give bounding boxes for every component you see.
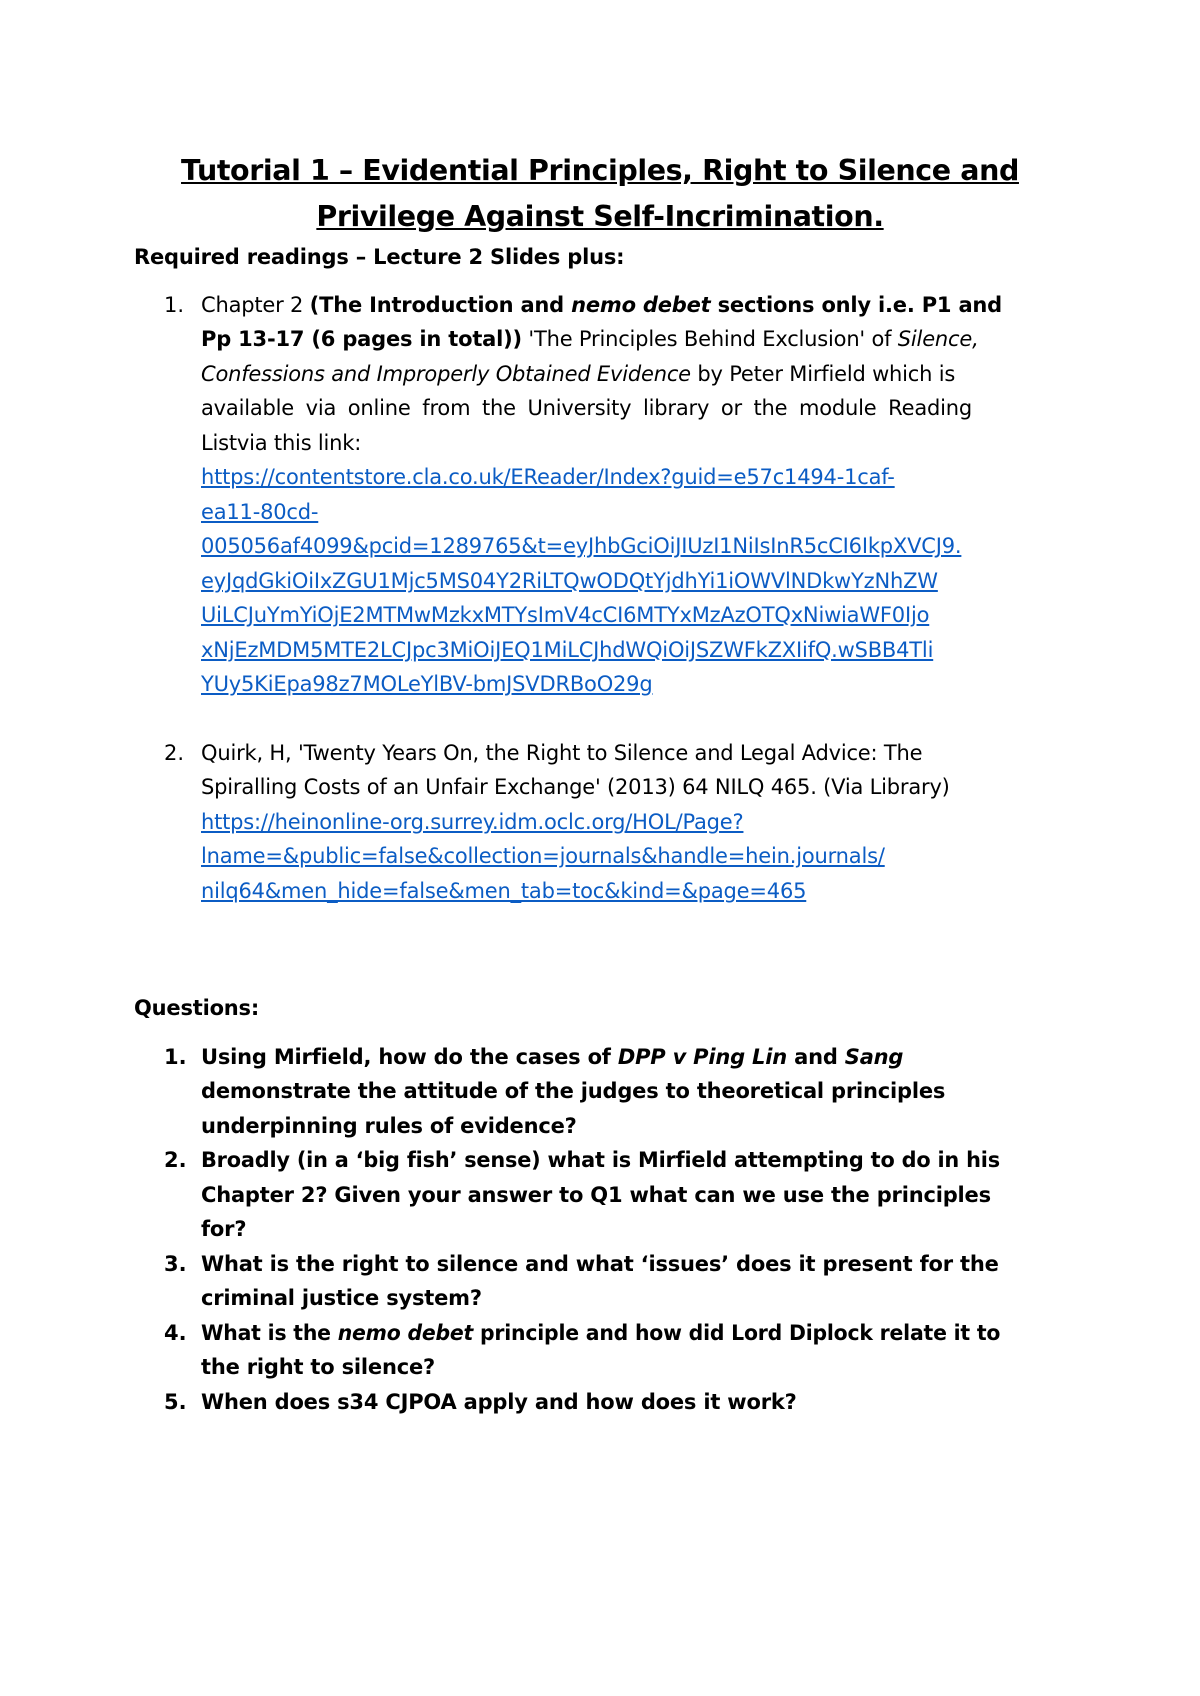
question-1-number: 1. — [164, 1045, 187, 1069]
reading-1-link-line-4[interactable]: eyJqdGkiOiIxZGU1Mjc5MS04Y2RiLTQwODQtYjdhYi1iOWVlNDkwYzNhZW — [201, 569, 938, 593]
question-2-number: 2. — [164, 1148, 187, 1172]
question-5-line-1: When does s34 CJPOA apply and how does it work? — [201, 1390, 797, 1414]
question-1-line-3: underpinning rules of evidence? — [201, 1114, 577, 1138]
reading-1-link-line-7[interactable]: YUy5KiEpa98z7MOLeYlBV-bmJSVDRBoO29g — [201, 672, 653, 696]
reading-2-link-line-1[interactable]: https://heinonline-org.surrey.idm.oclc.org/HOL/Page? — [201, 810, 744, 834]
title-line-2: Privilege Against Self-Incrimination. — [316, 200, 884, 233]
question-2-line-2: Chapter 2? Given your answer to Q1 what can we use the principles — [201, 1183, 991, 1207]
question-3-line-2: criminal justice system? — [201, 1286, 482, 1310]
reading-2-line-2: Spiralling Costs of an Unfair Exchange' (2013) 64 NILQ 465. (Via Library) — [201, 775, 950, 799]
reading-1-line-4: available via online from the University library or the module Reading — [201, 396, 972, 420]
reading-1-line-1: Chapter 2 (The Introduction and nemo debet sections only i.e. P1 and — [201, 293, 1002, 317]
reading-2-number: 2. — [164, 741, 185, 765]
question-4-line-2: the right to silence? — [201, 1355, 435, 1379]
question-4-number: 4. — [164, 1321, 187, 1345]
reading-2-link-line-3[interactable]: nilq64&men_hide=false&men_tab=toc&kind=&page=465 — [201, 879, 807, 903]
reading-2-line-1: Quirk, H, 'Twenty Years On, the Right to Silence and Legal Advice: The — [201, 741, 923, 765]
readings-heading: Required readings – Lecture 2 Slides plus: — [134, 245, 625, 269]
reading-1-line-3: Confessions and Improperly Obtained Evidence by Peter Mirfield which is — [201, 362, 956, 386]
reading-1-line-2: Pp 13-17 (6 pages in total)) 'The Principles Behind Exclusion' of Silence, — [201, 327, 979, 351]
question-5-number: 5. — [164, 1390, 187, 1414]
reading-1-line-5: Listvia this link: — [201, 431, 362, 455]
questions-heading: Questions: — [134, 996, 260, 1020]
reading-1-link-line-2[interactable]: ea11-80cd- — [201, 500, 319, 524]
reading-1-link-line-6[interactable]: xNjEzMDM5MTE2LCJpc3MiOiJEQ1MiLCJhdWQiOiJSZWFkZXIifQ.wSBB4Tli — [201, 638, 934, 662]
question-4-line-1: What is the nemo debet principle and how did Lord Diplock relate it to — [201, 1321, 1001, 1345]
question-1-line-1: Using Mirfield, how do the cases of DPP v Ping Lin and Sang — [201, 1045, 904, 1069]
reading-1-link-line-3[interactable]: 005056af4099&pcid=1289765&t=eyJhbGciOiJIUzI1NiIsInR5cCI6IkpXVCJ9. — [201, 534, 962, 558]
reading-1-link-line-1[interactable]: https://contentstore.cla.co.uk/EReader/Index?guid=e57c1494-1caf- — [201, 465, 895, 489]
reading-1-link-line-5[interactable]: UiLCJuYmYiOjE2MTMwMzkxMTYsImV4cCI6MTYxMzAzOTQxNiwiaWF0Ijo — [201, 603, 930, 627]
reading-1-number: 1. — [164, 293, 185, 317]
reading-2-link-line-2[interactable]: lname=&public=false&collection=journals&handle=hein.journals/ — [201, 844, 885, 868]
title-line-1: Tutorial 1 – Evidential Principles, Right to Silence and — [181, 154, 1019, 187]
question-2-line-3: for? — [201, 1217, 247, 1241]
page-title — [120, 148, 1080, 240]
question-2-line-1: Broadly (in a ‘big fish’ sense) what is Mirfield attempting to do in his — [201, 1148, 1000, 1172]
question-3-number: 3. — [164, 1252, 187, 1276]
question-1-line-2: demonstrate the attitude of the judges to theoretical principles — [201, 1079, 946, 1103]
question-3-line-1: What is the right to silence and what ‘issues’ does it present for the — [201, 1252, 999, 1276]
